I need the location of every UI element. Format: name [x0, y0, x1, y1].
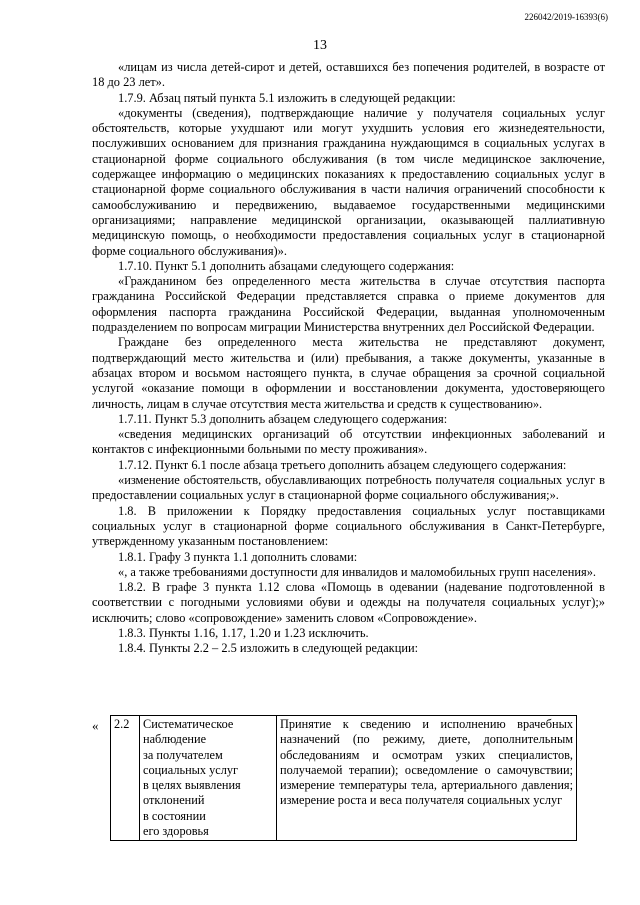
service-name-line: за получателем: [143, 747, 223, 762]
document-id: 226042/2019-16393(6): [524, 12, 608, 22]
table-open-quote: «: [92, 718, 99, 733]
service-name-line: в целях выявления: [143, 778, 241, 793]
page-number: 13: [313, 38, 327, 53]
paragraph: «документы (сведения), подтверждающие наличие у получателя социальных услуг обстоятельств, которые ухудшают или могут ухудшить условия его жизнедеятельности, послуживших основанием для признания гражданина нуждающимся в социальных услугах в стационарной форме социального обслуживания (в том числе медицинское заключение, содержащее информацию о медицинских показаниях к предоставлению социальных услуг в стационарной форме социального обслуживания в части наличия ограничений способности к самообслуживанию и передвижению, выдаваемое государственными медицинскими организациями; направление медицинской организации, оказывающей паллиативную медицинскую помощь, о необходимости предоставления социальных услуг в стационарной форме социального обслуживания)».: [92, 105, 605, 258]
paragraph: 1.7.12. Пункт 6.1 после абзаца третьего дополнить абзацем следующего содержания:: [118, 457, 567, 472]
paragraph: 1.8.3. Пункты 1.16, 1.17, 1.20 и 1.23 исключить.: [118, 625, 369, 640]
paragraph: 1.7.9. Абзац пятый пункта 5.1 изложить в следующей редакции:: [118, 90, 456, 105]
paragraph: 1.8.1. Графу 3 пункта 1.1 дополнить словами:: [118, 549, 358, 564]
service-name-line: наблюдение: [143, 732, 207, 747]
service-name-line: отклонений: [143, 793, 205, 808]
service-description: Принятие к сведению и исполнению врачебных назначений (по режиму, диете, дополнительным обследованиям и осмотрам узких специалистов, получаемой терапии); осведомление о самочувствии; измерение температуры тела, артериального давления; измерение роста и веса получателя социальных услуг: [277, 716, 577, 841]
paragraph: 1.8. В приложении к Порядку предоставления социальных услуг поставщиками социальных услуг в стационарной форме социального обслуживания в Санкт-Петербурге, утвержденному указанным постановлением:: [92, 503, 605, 549]
paragraph: 1.7.11. Пункт 5.3 дополнить абзацем следующего содержания:: [118, 411, 448, 426]
paragraph: «Гражданином без определенного места жительства в случае отсутствия паспорта гражданина Российской Федерации представляется справка о приеме документов для оформления паспорта гражданина Российской Федерации, выданная уполномоченным подразделением по вопросам миграции Министерства внутренних дел Российской Федерации.: [92, 274, 605, 335]
service-name-line: в состоянии: [143, 808, 206, 823]
services-table: [110, 715, 577, 841]
paragraph: «изменение обстоятельств, обуславливающих потребность получателя социальных услуг в предоставлении социальных услуг в стационарной форме социального обслуживания;».: [92, 473, 605, 503]
table-row: [111, 716, 577, 841]
paragraph: Граждане без определенного места жительства не представляют документ, подтверждающий место жительства и (или) пребывания, а также документы, указанные в абзацах втором и восьмом настоящего пункта, в случае обращения за срочной социальной услугой «оказание помощи в оформлении и восстановлении документа, удостоверяющего личность, лицам в случае отсутствия места жительства и средств к существованию».: [92, 335, 605, 411]
paragraph: 1.7.10. Пункт 5.1 дополнить абзацами следующего содержания:: [118, 258, 455, 273]
service-name-line: Систематическое: [143, 717, 234, 731]
document-body: [92, 60, 605, 657]
paragraph: 1.8.2. В графе 3 пункта 1.12 слова «Помощь в одевании (надевание подготовленной в соответствии с погодными условиями обуви и одежды на получателя социальных услуг);» исключить; слово «сопровождение» заменить словом «Сопровождение».: [92, 580, 605, 625]
paragraph: «лицам из числа детей-сирот и детей, оставшихся без попечения родителей, в возрасте от 18 до 23 лет».: [92, 60, 605, 90]
paragraph: «, а также требованиями доступности для инвалидов и маломобильных групп населения».: [118, 564, 596, 579]
service-name-line: социальных услуг: [143, 762, 239, 777]
paragraph: «сведения медицинских организаций об отсутствии инфекционных заболеваний и контактов с инфекционными больными по месту проживания».: [92, 427, 605, 457]
service-name-cell: [140, 716, 277, 841]
service-name-line: его здоровья: [143, 824, 209, 839]
row-number: 2.2: [111, 716, 140, 841]
paragraph: 1.8.4. Пункты 2.2 – 2.5 изложить в следующей редакции:: [118, 641, 419, 656]
